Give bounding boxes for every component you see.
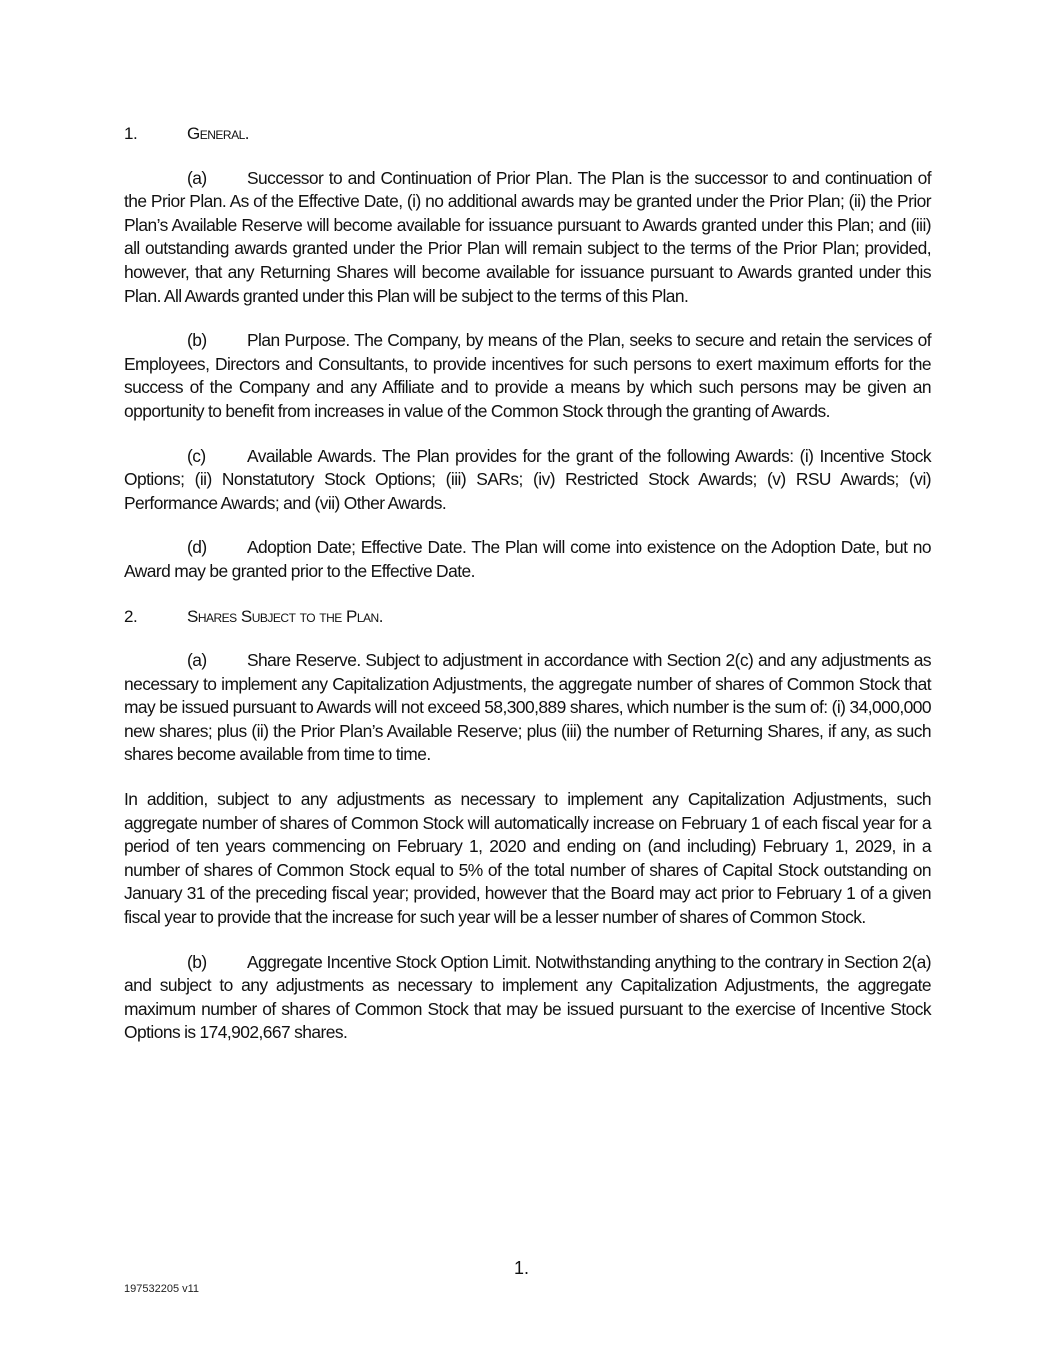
paragraph-label: (d) [187, 537, 207, 558]
paragraph-text: Plan Purpose. The Company, by means of the Plan, seeks to secure and retain the services of Employees, Directors and Consultants, to provide incentives for such persons to exert maximum efforts for the success of the Company and any Affiliate and to provide a means by which such persons may be given an opportunity to benefit from increases in value of the Common Stock through the granting of Awards. [124, 330, 931, 421]
paragraph-label: (a) [187, 650, 207, 671]
paragraph-text: Aggregate Incentive Stock Option Limit. Notwithstanding anything to the contrary in Section 2(a) and subject to any adjustments as necessary to implement any Capitalization Adjustments, the aggregate maximum number of shares of Common Stock that may be issued pursuant to the exercise of Incentive Stock Options is 174,902,667 shares. [124, 951, 931, 1043]
paragraph-label: (b) [187, 330, 207, 351]
document-id: 197532205 v11 [124, 1283, 200, 1295]
section-number: 2. [124, 606, 138, 626]
document-page [124, 122, 931, 1045]
section-title: Shares Subject to the Plan. [187, 606, 383, 626]
paragraph-text: In addition, subject to any adjustments as necessary to implement any Capitalization Adjustments, such aggregate number of shares of Common Stock will automatically increase on February 1 of each fiscal year for a period of ten years commencing on February 1, 2020 and ending on (and including) February 1, 2029, in a number of shares of Common Stock equal to 5% of the total number of shares of Capital Stock outstanding on January 31 of the preceding fiscal year; provided, however that the Board may act prior to February 1 of a given fiscal year to provide that the increase for such year will be a lesser number of shares of Common Stock. [124, 789, 931, 928]
page-number: 1. [514, 1258, 530, 1278]
paragraph-2b-iso-limit [124, 951, 931, 1045]
section-heading-general [124, 122, 931, 146]
paragraph-text: Adoption Date; Effective Date. The Plan will come into existence on the Adoption Date, but no Award may be granted prior to the Effective Date. [124, 537, 931, 581]
paragraph-text: Successor to and Continuation of Prior Plan. The Plan is the successor to and continuation of the Prior Plan. As of the Effective Date, (i) no additional awards may be granted under the Prior Plan; (ii) the Prior Plan’s Available Reserve will become available for issuance pursuant to Awards granted under this Plan; and (iii) all outstanding awards granted under the Prior Plan will remain subject to the terms of the Prior Plan; provided, however, that any Returning Shares will become available for issuance pursuant to Awards granted under this Plan. All Awards granted under this Plan will be subject to the terms of this Plan. [124, 167, 931, 306]
paragraph-2a-share-reserve [124, 649, 931, 767]
paragraph-1a-successor [124, 167, 931, 309]
paragraph-text: Share Reserve. Subject to adjustment in accordance with Section 2(c) and any adjustments as necessary to implement any Capitalization Adjustments, the aggregate number of shares of Common Stock that may be issued pursuant to Awards will not exceed 58,300,889 shares, which number is the sum of: (i) 34,000,000 new shares; plus (ii) the Prior Plan’s Available Reserve; plus (iii) the number of Returning Shares, if any, as such shares become available from time to time. [124, 650, 931, 765]
paragraph-1d-adoption-date [124, 536, 931, 583]
paragraph-2a-annual-increase [124, 788, 931, 930]
section-title: General. [187, 124, 249, 143]
paragraph-1b-plan-purpose [124, 329, 931, 423]
paragraph-label: (a) [187, 167, 207, 188]
paragraph-label: (c) [187, 445, 206, 466]
section-heading-shares [124, 605, 931, 629]
paragraph-text: Available Awards. The Plan provides for the grant of the following Awards: (i) Incentive Stock Options; (ii) Nonstatutory Stock Options; (iii) SARs; (iv) Restricted Stock Awards; (v) RSU Awards; (vi) Performance Awards; and (vii) Other Awards. [124, 445, 931, 513]
section-number: 1. [124, 124, 138, 143]
paragraph-label: (b) [187, 951, 207, 972]
paragraph-1c-available-awards [124, 445, 931, 516]
